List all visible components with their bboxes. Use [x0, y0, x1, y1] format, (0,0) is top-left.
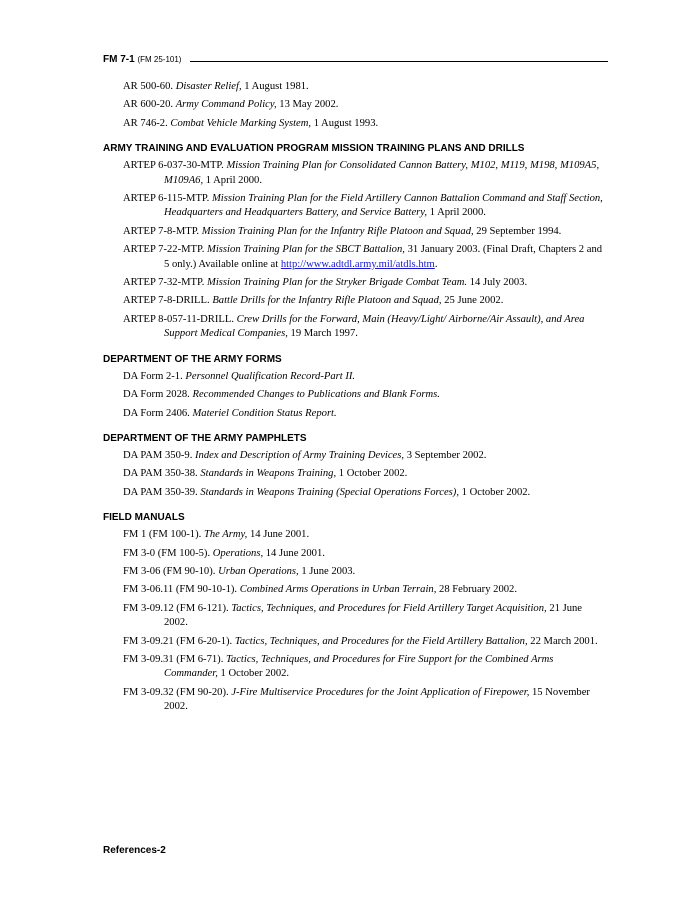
- reference-title: Materiel Condition Status Report.: [192, 407, 337, 419]
- reference-id: DA PAM 350-38.: [123, 468, 198, 480]
- reference-date: 1 April 2000.: [205, 174, 263, 186]
- reference-id: ARTEP 8-057-11-DRILL.: [123, 313, 234, 325]
- reference-id: FM 3-0 (FM 100-5).: [123, 547, 211, 559]
- reference-date: 1 August 1993.: [313, 117, 379, 129]
- reference-title: Standards in Weapons Training,: [200, 468, 337, 480]
- reference-id: ARTEP 7-22-MTP.: [123, 244, 205, 256]
- reference-title: Mission Training Plan for the Infantry Rifle Platoon and Squad,: [201, 225, 474, 237]
- reference-id: ARTEP 7-8-MTP.: [123, 225, 200, 237]
- reference-title: Tactics, Techniques, and Procedures for Fire Support for the Combined Arms Commander,: [164, 653, 554, 680]
- reference-title: The Army,: [203, 529, 248, 541]
- reference-date: 1 October 2002.: [338, 468, 408, 480]
- reference-title: Tactics, Techniques, and Procedures for Field Artillery Target Acquisition,: [231, 602, 547, 614]
- reference-section: [103, 142, 608, 341]
- running-header: [103, 54, 608, 66]
- reference-title: J-Fire Multiservice Procedures for the Joint Application of Firepower,: [231, 686, 530, 698]
- reference-title: Combined Arms Operations in Urban Terrain,: [239, 584, 437, 596]
- section-title: DEPARTMENT OF THE ARMY PAMPHLETS: [103, 432, 307, 444]
- reference-id: AR 600-20.: [123, 99, 174, 111]
- reference-id: ARTEP 7-32-MTP.: [123, 277, 205, 289]
- reference-date: 14 June 2001.: [249, 529, 310, 541]
- section-title: DEPARTMENT OF THE ARMY FORMS: [103, 353, 282, 365]
- reference-entry: [123, 370, 608, 384]
- reference-section: [103, 80, 608, 131]
- reference-date: 19 March 1997.: [290, 328, 358, 340]
- reference-section: [103, 432, 608, 500]
- reference-entry: [123, 276, 608, 290]
- reference-entry: [123, 583, 608, 597]
- reference-id: DA PAM 350-39.: [123, 486, 198, 498]
- reference-date: 3 September 2002.: [406, 449, 487, 461]
- reference-entry: [123, 602, 608, 631]
- reference-date: 14 June 2001.: [265, 547, 325, 559]
- reference-title: Army Command Policy,: [175, 99, 277, 111]
- reference-date: 25 June 2002.: [444, 295, 504, 307]
- references-list: [103, 80, 608, 719]
- reference-title: Tactics, Techniques, and Procedures for the Field Artillery Battalion,: [234, 635, 528, 647]
- reference-entry: [123, 635, 608, 649]
- reference-id: AR 500-60.: [123, 81, 174, 92]
- reference-date: 29 September 1994.: [476, 225, 562, 237]
- reference-entry: [123, 449, 608, 463]
- page-footer: References-2: [103, 845, 166, 856]
- reference-entry: [123, 407, 608, 421]
- reference-date: 1 October 2002.: [461, 486, 531, 498]
- reference-entry: [123, 486, 608, 500]
- reference-title: Index and Description of Army Training Devices,: [195, 449, 405, 461]
- header-fm-subtitle: (FM 25-101): [137, 55, 182, 64]
- reference-title: Mission Training Plan for Consolidated Cannon Battery, M102, M119, M198, M109A5, M109A6,: [164, 160, 600, 186]
- reference-title: Battle Drills for the Infantry Rifle Platoon and Squad,: [212, 295, 442, 307]
- reference-date: 1 April 2000.: [429, 207, 486, 219]
- reference-link[interactable]: http://www.adtdl.army.mil/atdls.htm: [280, 258, 435, 270]
- reference-title: Recommended Changes to Publications and Blank Forms.: [192, 389, 440, 401]
- reference-entry: [123, 653, 608, 682]
- reference-entry: [123, 388, 608, 402]
- reference-id: ARTEP 6-115-MTP.: [123, 193, 210, 205]
- reference-title: Operations,: [212, 547, 264, 559]
- reference-id: FM 3-06 (FM 90-10).: [123, 565, 216, 577]
- reference-id: FM 3-06.11 (FM 90-10-1).: [123, 584, 238, 596]
- reference-date: 28 February 2002.: [439, 584, 517, 596]
- reference-entry: [123, 98, 608, 112]
- reference-entry: [123, 294, 608, 308]
- reference-entry: [123, 192, 608, 221]
- reference-id: FM 3-09.21 (FM 6-20-1).: [123, 635, 233, 647]
- reference-entry: [123, 313, 608, 342]
- reference-entry: [123, 467, 608, 481]
- reference-date: 14 July 2003.: [469, 277, 528, 289]
- reference-date: 1 June 2003.: [301, 565, 356, 577]
- header-fm-number: FM 7-1: [103, 54, 135, 65]
- reference-title: Urban Operations,: [218, 565, 299, 577]
- reference-entry: [123, 225, 608, 239]
- reference-date: 1 August 1981.: [244, 81, 309, 92]
- reference-id: AR 746-2.: [123, 117, 168, 129]
- header-rule: [190, 61, 608, 62]
- reference-id: FM 3-09.31 (FM 6-71).: [123, 653, 224, 665]
- reference-id: ARTEP 7-8-DRILL.: [123, 295, 210, 307]
- reference-id: FM 1 (FM 100-1).: [123, 529, 202, 541]
- reference-id: DA Form 2-1.: [123, 370, 183, 382]
- reference-date: 21 June 2002.: [164, 602, 582, 629]
- reference-title: Mission Training Plan for the Stryker Brigade Combat Team.: [207, 277, 468, 289]
- reference-entry: [123, 80, 608, 94]
- reference-entry: [123, 547, 608, 561]
- reference-date: 15 November 2002.: [164, 686, 590, 713]
- reference-id: DA Form 2028.: [123, 389, 190, 401]
- reference-entry: [123, 565, 608, 579]
- reference-section: [103, 511, 608, 714]
- reference-title: Personnel Qualification Record-Part II.: [185, 370, 356, 382]
- reference-id: FM 3-09.12 (FM 6-121).: [123, 602, 229, 614]
- reference-date: 31 January 2003. (Final Draft, Chapters 2 and 5 only.) Available online at: [164, 244, 603, 270]
- reference-title: Standards in Weapons Training (Special Operations Forces),: [200, 486, 459, 498]
- reference-id: FM 3-09.32 (FM 90-20).: [123, 686, 229, 698]
- reference-title: Crew Drills for the Forward, Main (Heavy/Light/ Airborne/Air Assault), and Area Support Medical Companies,: [164, 313, 585, 340]
- reference-entry: [123, 686, 608, 715]
- reference-date: 1 October 2002.: [220, 668, 290, 680]
- reference-entry: [123, 159, 608, 188]
- reference-entry: [123, 117, 608, 131]
- reference-id: ARTEP 6-037-30-MTP.: [123, 160, 224, 172]
- section-title: ARMY TRAINING AND EVALUATION PROGRAM MISSION TRAINING PLANS AND DRILLS: [103, 143, 525, 155]
- reference-title: Mission Training Plan for the SBCT Battalion,: [207, 244, 405, 256]
- reference-entry: [123, 528, 608, 542]
- reference-id: DA Form 2406.: [123, 407, 190, 419]
- reference-title: Mission Training Plan for the Field Artillery Cannon Battalion Command and Staff Section, Headquarters and Headquarters Battery, and Service Battery,: [164, 193, 603, 219]
- reference-title: Combat Vehicle Marking System,: [170, 117, 312, 129]
- reference-title: Disaster Relief,: [175, 81, 242, 92]
- section-title: FIELD MANUALS: [103, 512, 185, 524]
- link-trailing-punctuation: .: [434, 258, 438, 270]
- reference-date: 13 May 2002.: [279, 99, 339, 111]
- reference-entry: [123, 243, 608, 272]
- reference-id: DA PAM 350-9.: [123, 449, 193, 461]
- reference-date: 22 March 2001.: [530, 635, 598, 647]
- reference-section: [103, 353, 608, 421]
